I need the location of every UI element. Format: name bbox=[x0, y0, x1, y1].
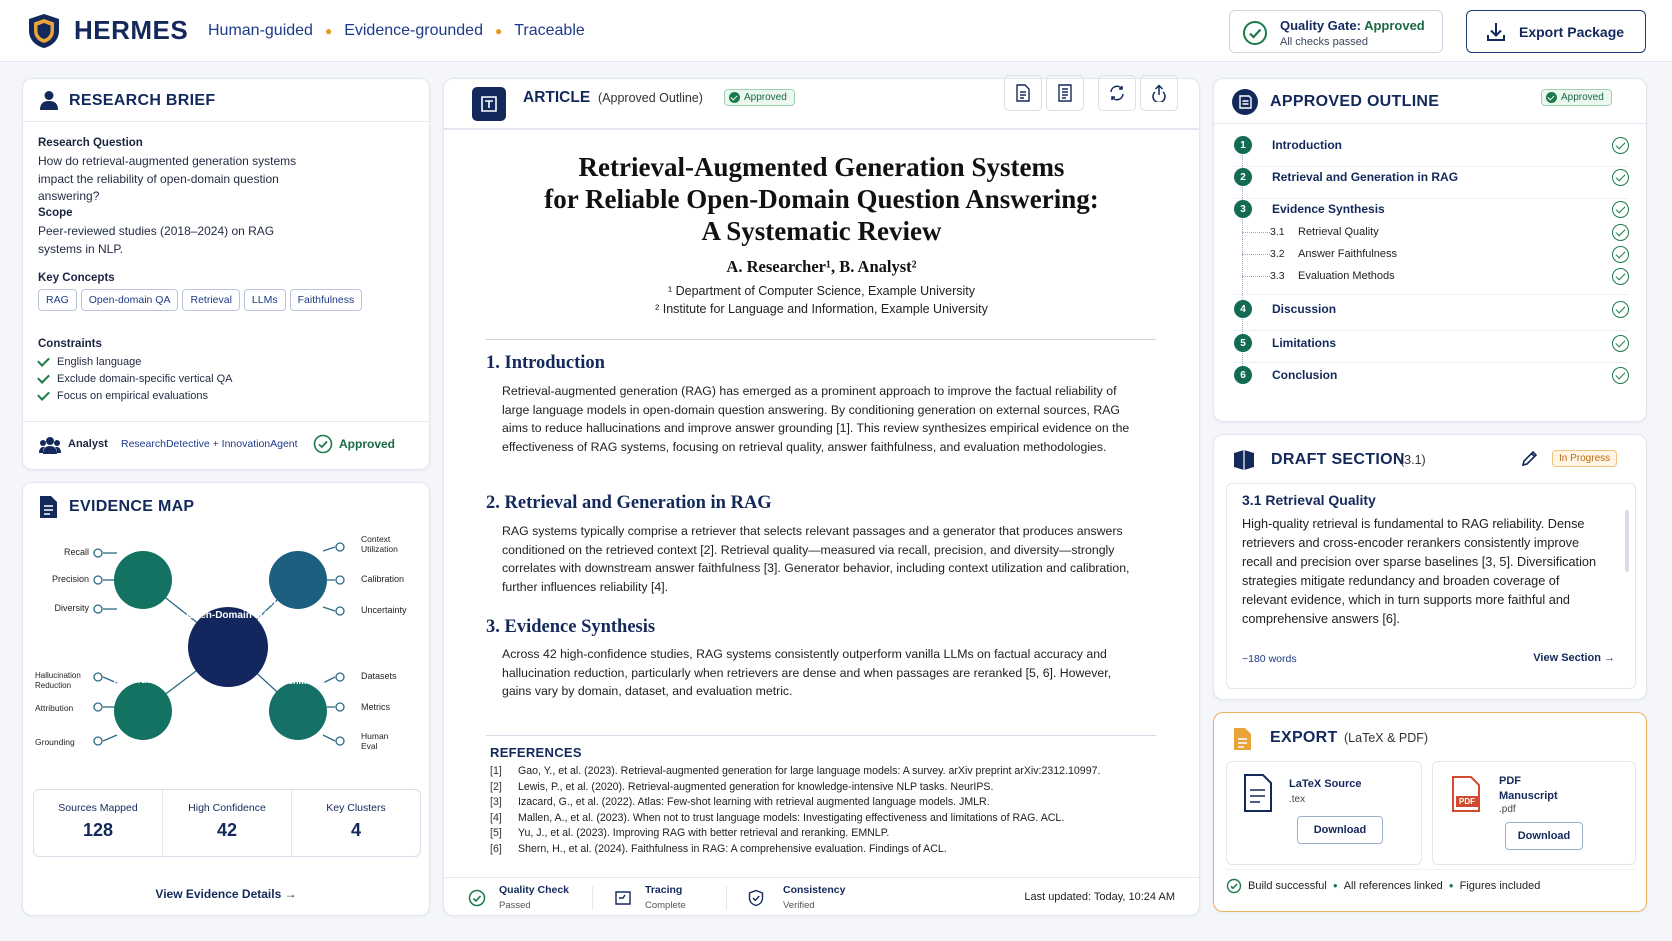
pdf-export-box bbox=[1432, 761, 1636, 865]
reference-item: [1] Gao, Y., et al. (2023). Retrieval-augmented generation for large language models: A survey. arXiv preprint arXiv:2312.10997. bbox=[490, 765, 1101, 777]
outline-subitem-3-3[interactable]: 3.3 Evaluation Methods bbox=[1234, 270, 1629, 282]
analyst-label: Analyst bbox=[68, 438, 108, 450]
check-circle-icon bbox=[1612, 335, 1629, 352]
article-card bbox=[443, 78, 1200, 916]
leaf-label: Precision bbox=[51, 574, 89, 584]
sync-icon bbox=[1108, 84, 1126, 102]
reference-item: [5] Yu, J., et al. (2023). Improving RAG with better retrieval and reranking. EMNLP. bbox=[490, 827, 890, 839]
leaf-label: Calibration bbox=[361, 574, 405, 584]
leaf-label: Grounding bbox=[35, 737, 75, 747]
check-circle-icon bbox=[1612, 367, 1629, 384]
constraint-item: Exclude domain-specific vertical QA bbox=[38, 373, 232, 385]
team-icon bbox=[39, 436, 61, 454]
check-icon bbox=[37, 354, 50, 367]
check-circle-icon bbox=[1242, 20, 1268, 46]
export-sub: (LaTeX & PDF) bbox=[1344, 731, 1429, 745]
share-icon bbox=[1150, 84, 1168, 102]
check-circle-icon bbox=[1612, 201, 1629, 218]
reference-item: [4] Mallen, A., et al. (2023). When not to trust language models: Investigating effectiveness and limitations of RAG. ACL. bbox=[490, 811, 1065, 824]
article-authors: A. Researcher¹, B. Analyst² bbox=[726, 257, 917, 276]
references-heading: REFERENCES bbox=[490, 745, 582, 760]
evidence-map-card bbox=[22, 482, 430, 916]
last-updated: Last updated: Today, 10:24 AM bbox=[1024, 891, 1175, 903]
concept-chip[interactable]: Open-domain QA bbox=[81, 289, 179, 311]
concept-chip[interactable]: RAG bbox=[38, 289, 77, 311]
export-package-label: Export Package bbox=[1519, 23, 1625, 40]
leaf-label: Recall bbox=[63, 547, 89, 557]
reference-item: [3] Izacard, G., et al. (2022). Atlas: Few-shot learning with retrieval augmented language models. JMLR. bbox=[490, 796, 990, 808]
concept-chip[interactable]: Retrieval bbox=[182, 289, 239, 311]
leaf-label: Metrics bbox=[361, 702, 390, 712]
latex-title: LaTeX Source bbox=[1289, 778, 1362, 790]
sync-button[interactable] bbox=[1098, 75, 1136, 111]
affiliation-2: ² Institute for Language and Information, Example University bbox=[655, 302, 988, 316]
view-section-link[interactable]: View Section → bbox=[1533, 652, 1615, 664]
research-question-text: How do retrieval-augmented generation systems impact the reliability of open-domain question answering? bbox=[38, 154, 297, 203]
download-icon bbox=[1485, 21, 1507, 43]
outline-icon bbox=[1232, 89, 1258, 115]
article-icon bbox=[472, 87, 506, 121]
latex-file-icon bbox=[1243, 774, 1273, 812]
evidence-node-retrieval[interactable]: Retrieval Quality bbox=[121, 531, 165, 554]
export-status-item: Build successful bbox=[1248, 879, 1327, 892]
edit-pencil-icon[interactable] bbox=[1520, 450, 1538, 468]
approved-outline-card bbox=[1213, 78, 1647, 422]
scope-label: Scope bbox=[38, 207, 73, 219]
latex-ext: .tex bbox=[1289, 794, 1306, 805]
pdf-ext: .pdf bbox=[1499, 804, 1516, 815]
shield-check-icon bbox=[747, 889, 765, 907]
outline-item-conclusion[interactable]: 6 Conclusion bbox=[1234, 366, 1629, 384]
leaf-label: Diversity bbox=[54, 603, 89, 613]
check-circle-icon bbox=[1612, 268, 1629, 285]
outline-item-discussion[interactable]: 4 Discussion bbox=[1234, 300, 1629, 318]
check-circle-icon bbox=[1612, 137, 1629, 154]
tagline bbox=[208, 22, 585, 40]
leaf-label: Attribution bbox=[35, 703, 74, 713]
export-package-button[interactable] bbox=[1466, 10, 1646, 53]
person-icon bbox=[38, 89, 60, 111]
scope-text: Peer-reviewed studies (2018–2024) on RAG systems in NLP. bbox=[38, 224, 275, 256]
scrollbar[interactable] bbox=[1625, 510, 1629, 572]
research-brief-title: RESEARCH BRIEF bbox=[69, 92, 216, 109]
draft-content bbox=[1226, 483, 1636, 689]
quality-gate-label: Quality Gate: Approved bbox=[1280, 18, 1425, 33]
tagline-item: Human-guided bbox=[208, 22, 313, 39]
check-icon bbox=[37, 371, 50, 384]
list-document-icon bbox=[1057, 84, 1073, 102]
check-circle-icon bbox=[313, 434, 333, 454]
outline-item-evidence-synthesis[interactable]: 3 Evidence Synthesis bbox=[1234, 200, 1629, 218]
reference-item: [6] Shern, H., et al. (2024). Faithfulness in RAG: A comprehensive evaluation. Findings of ACL. bbox=[490, 842, 947, 855]
article-label: ARTICLE bbox=[523, 89, 591, 106]
outline-subitem-3-2[interactable]: 3.2 Answer Faithfulness bbox=[1234, 248, 1629, 260]
check-circle-icon bbox=[1612, 224, 1629, 241]
constraint-item: Focus on empirical evaluations bbox=[38, 390, 208, 402]
analyst-row bbox=[23, 421, 429, 469]
quality-check-label: Quality Check bbox=[499, 884, 570, 896]
export-status-item: All references linked bbox=[1343, 879, 1443, 892]
dot-separator: ● bbox=[494, 24, 503, 38]
evidence-center-node[interactable]: Reliability of RAG in Open-Domain QA bbox=[179, 597, 277, 621]
file-export-icon bbox=[1232, 727, 1252, 751]
download-pdf-button[interactable]: Download bbox=[1505, 822, 1583, 850]
download-latex-button[interactable]: Download bbox=[1297, 816, 1383, 844]
word-count: ~180 words bbox=[1242, 653, 1297, 665]
research-brief-card bbox=[22, 78, 430, 470]
section-2-text: RAG systems typically comprise a retriever that selects relevant passages and a generator that produces answers conditioned on the retrieved context [2]. Retrieval quality—measured via recall, precision, and diversity—strongly correlates with downstream answer faithfulness [3]. Generator behavior, including context utilization and calibration, further influences reliability [4]. bbox=[502, 524, 1130, 594]
tagline-item: Traceable bbox=[514, 22, 585, 39]
draft-section-card bbox=[1213, 434, 1647, 700]
outline-subitem-3-1[interactable]: 3.1 Retrieval Quality bbox=[1234, 226, 1629, 238]
constraint-item: English language bbox=[38, 356, 141, 368]
analyst-agents: ResearchDetective + InnovationAgent bbox=[121, 438, 298, 450]
draft-section-title: DRAFT SECTION bbox=[1271, 451, 1405, 468]
share-button[interactable] bbox=[1140, 75, 1178, 111]
pdf-title: PDF Manuscript bbox=[1499, 775, 1558, 802]
stat-high-confidence: High Confidence 42 bbox=[163, 790, 292, 856]
affiliation-1: ¹ Department of Computer Science, Example University bbox=[667, 284, 976, 298]
research-question-label: Research Question bbox=[38, 137, 143, 149]
evidence-node-evaluation[interactable]: Evaluation & Benchmarks bbox=[270, 664, 326, 686]
section-1-heading: 1. Introduction bbox=[486, 353, 605, 373]
outline-approved-badge: Approved bbox=[1541, 89, 1612, 106]
stat-sources: Sources Mapped 128 bbox=[34, 790, 163, 856]
outline-view-button[interactable] bbox=[1046, 75, 1084, 111]
evidence-node-generator[interactable]: Generator Behavior bbox=[274, 531, 322, 554]
book-icon bbox=[1232, 449, 1256, 471]
check-circle-icon bbox=[1612, 301, 1629, 318]
evidence-stats bbox=[33, 789, 421, 857]
pdf-file-icon bbox=[1451, 776, 1481, 812]
references-list bbox=[490, 764, 1170, 857]
key-concepts-chips bbox=[38, 289, 366, 311]
draft-heading: 3.1 Retrieval Quality bbox=[1242, 492, 1376, 508]
evidence-map-title: EVIDENCE MAP bbox=[69, 498, 195, 515]
concept-chip[interactable]: LLMs bbox=[244, 289, 286, 311]
tagline-item: Evidence-grounded bbox=[344, 22, 483, 39]
leaf-label: Context Utilization bbox=[361, 534, 398, 554]
dot-separator: ● bbox=[324, 24, 333, 38]
outline-item-introduction[interactable]: 1 Introduction bbox=[1234, 136, 1629, 154]
quality-check-status: Passed bbox=[499, 900, 531, 911]
check-icon bbox=[37, 388, 50, 401]
outline-item-retrieval-generation[interactable]: 2 Retrieval and Generation in RAG bbox=[1234, 168, 1629, 186]
article-sub: (Approved Outline) bbox=[598, 91, 703, 105]
leaf-label: Uncertainty bbox=[361, 605, 407, 615]
trace-icon bbox=[614, 889, 632, 907]
leaf-label: Human Eval bbox=[361, 731, 389, 751]
approved-outline-title: APPROVED OUTLINE bbox=[1270, 93, 1440, 110]
section-3-heading: 3. Evidence Synthesis bbox=[486, 617, 656, 637]
latex-export-box bbox=[1226, 761, 1422, 865]
outline-item-limitations[interactable]: 5 Limitations bbox=[1234, 334, 1629, 352]
brief-status: Approved bbox=[339, 437, 396, 451]
stat-key-clusters: Key Clusters 4 bbox=[326, 802, 386, 840]
brand-name: HERMES bbox=[74, 15, 189, 45]
section-1-text: Retrieval-augmented generation (RAG) has emerged as a prominent approach to improve the factual reliability of large language models in open-domain question answering. By conditioning generation on external sources, RAG aims to reduce hallucinations and improve answer grounding [1]. This review synthesizes empirical evidence on the effectiveness of RAG systems, focusing on retrieval quality, answer faithfulness, and evaluation methodologies. bbox=[502, 384, 1130, 454]
tracing-label: Tracing bbox=[645, 884, 683, 896]
view-evidence-details-link[interactable]: View Evidence Details → bbox=[155, 887, 297, 901]
export-title: EXPORT bbox=[1270, 729, 1338, 746]
article-footer bbox=[444, 877, 1199, 915]
leaf-label: Hallucination Reduction bbox=[35, 671, 81, 690]
quality-gate-sub: All checks passed bbox=[1280, 36, 1369, 48]
export-status-row: Build successful ● All references linked ● Figures included bbox=[1226, 869, 1636, 901]
document-view-button[interactable] bbox=[1004, 75, 1042, 111]
article-title: Retrieval-Augmented Generation Systems for Reliable Open-Domain Question Answering: A Systematic Review bbox=[544, 152, 1099, 246]
export-card bbox=[1213, 712, 1647, 912]
section-2-heading: 2. Retrieval and Generation in RAG bbox=[486, 493, 772, 513]
export-status-item: Figures included bbox=[1459, 879, 1541, 892]
document-icon bbox=[38, 495, 58, 519]
evidence-node-answer[interactable]: Answer Faithfulness bbox=[113, 663, 173, 686]
shield-logo-icon bbox=[26, 12, 62, 50]
in-progress-badge: In Progress bbox=[1552, 450, 1617, 467]
app-header bbox=[0, 0, 1672, 62]
constraints-label: Constraints bbox=[38, 338, 102, 350]
consistency-status: Verified bbox=[783, 900, 815, 911]
leaf-label: Datasets bbox=[361, 671, 397, 681]
quality-gate-status[interactable] bbox=[1229, 10, 1443, 53]
section-3-text: Across 42 high-confidence studies, RAG systems consistently outperform vanilla LLMs on factual accuracy and hallucination reduction, particularly when retrievers are dense and when passages are reranked [5, 6]. However, gains vary by domain, dataset, and evaluation metric. bbox=[502, 647, 1112, 699]
pdf-icon-text: PDF bbox=[1456, 796, 1478, 807]
key-concepts-label: Key Concepts bbox=[38, 272, 115, 284]
draft-text: High-quality retrieval is fundamental to RAG reliability. Dense retrievers and cross-encoder rerankers consistently improve recall and precision over sparse baselines [3, 5]. Diversification strategies mitigate redundancy and broaden coverage of relevant evidence, which in turn supports more faithful and comprehensive answers [6]. bbox=[1242, 517, 1597, 626]
article-header bbox=[444, 79, 1199, 129]
document-icon bbox=[1015, 84, 1031, 102]
check-circle-icon bbox=[468, 889, 486, 907]
tracing-status: Complete bbox=[645, 900, 686, 911]
article-approved-badge: Approved bbox=[724, 89, 795, 106]
check-circle-icon bbox=[1612, 246, 1629, 263]
draft-section-sub: (3.1) bbox=[1400, 453, 1426, 467]
consistency-label: Consistency bbox=[783, 884, 846, 896]
reference-item: [2] Lewis, P., et al. (2020). Retrieval-augmented generation for knowledge-intensive NLP tasks. NeurIPS. bbox=[490, 780, 994, 793]
check-circle-icon bbox=[1226, 878, 1242, 894]
concept-chip[interactable]: Faithfulness bbox=[290, 289, 363, 311]
check-circle-icon bbox=[1612, 169, 1629, 186]
